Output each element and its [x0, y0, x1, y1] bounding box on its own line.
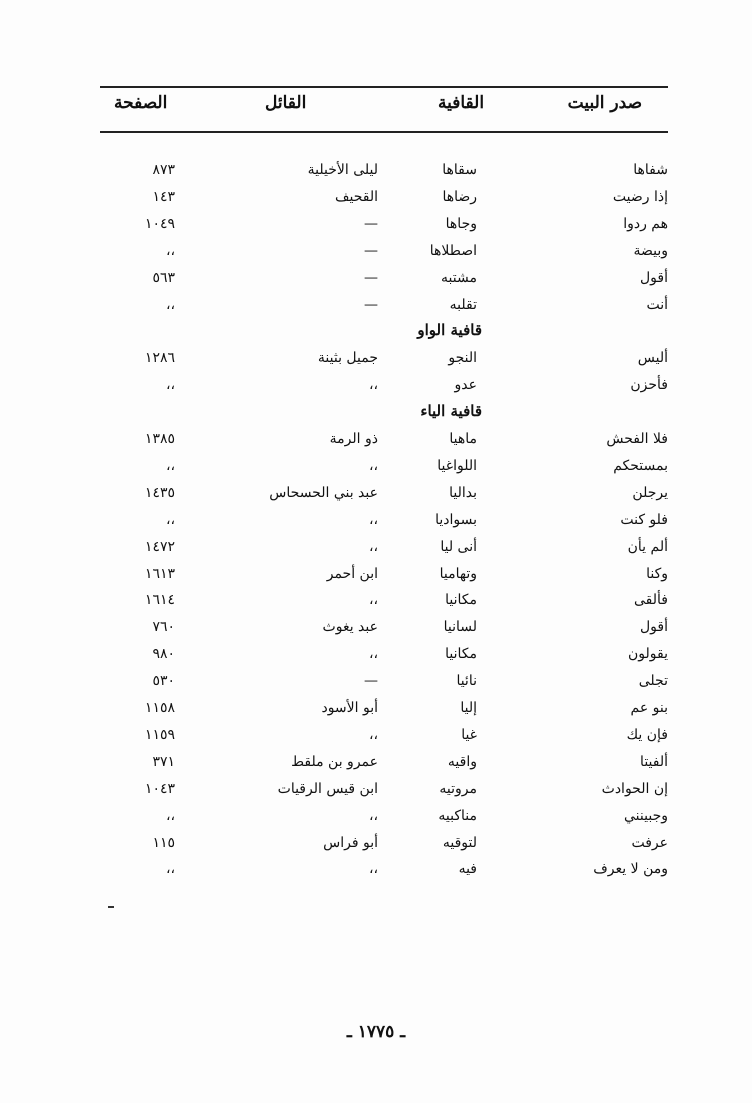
- table-row: [0, 297, 752, 321]
- cell-first-hemistich: إذا رضيت: [612, 189, 668, 205]
- table-row: [0, 754, 752, 778]
- cell-qail: —: [364, 216, 378, 232]
- table-row: [0, 243, 752, 267]
- table-row: [0, 377, 752, 401]
- cell-qail: ،،: [368, 727, 378, 743]
- cell-page: ١٦١٤: [144, 592, 175, 608]
- cell-first-hemistich: فأحزن: [630, 377, 668, 393]
- cell-qafiya: لسانيا: [443, 619, 477, 635]
- cell-qail: —: [364, 297, 378, 313]
- cell-page: ١٤٣٥: [144, 485, 175, 501]
- cell-qafiya: وتهاميا: [439, 566, 477, 582]
- cell-qail: ،،: [368, 512, 378, 528]
- cell-page: ٥٦٣: [152, 270, 175, 286]
- cell-qafiya: اصطلاها: [429, 243, 477, 259]
- cell-qail: القحيف: [335, 189, 378, 205]
- cell-qail: —: [364, 243, 378, 259]
- cell-qafiya: مناكبيه: [438, 808, 477, 824]
- cell-qafiya: وجاها: [445, 216, 477, 232]
- cell-page: ١١٥٩: [144, 727, 175, 743]
- cell-first-hemistich: بمستحكم: [613, 458, 668, 474]
- cell-qafiya: مكانيا: [445, 646, 477, 662]
- cell-page: ٣٧١: [152, 754, 175, 770]
- cell-qail: أبو فراس: [323, 835, 378, 851]
- cell-first-hemistich: ومن لا يعرف: [593, 861, 668, 877]
- table-row: [0, 700, 752, 724]
- cell-first-hemistich: وبيضة: [633, 243, 668, 259]
- cell-qafiya: مروتيه: [439, 781, 477, 797]
- cell-first-hemistich: تجلى: [638, 673, 668, 689]
- header-qail: القائل: [265, 93, 307, 113]
- cell-page: ،،: [165, 297, 175, 313]
- cell-page: ٨٧٣: [152, 162, 175, 178]
- cell-first-hemistich: هم ردوا: [623, 216, 668, 232]
- cell-page: ١٤٧٢: [144, 539, 175, 555]
- cell-qafiya: مكانيا: [445, 592, 477, 608]
- header-page: الصفحة: [114, 93, 168, 113]
- cell-first-hemistich: أليس: [637, 350, 668, 366]
- cell-page: ،،: [165, 512, 175, 528]
- table-row: [0, 673, 752, 697]
- section-heading: قافية الياء: [420, 402, 482, 420]
- cell-first-hemistich: إن الحوادث: [601, 781, 668, 797]
- cell-qafiya: النجو: [448, 350, 477, 366]
- cell-qafiya: واقيه: [447, 754, 477, 770]
- cell-qail: ،،: [368, 646, 378, 662]
- cell-first-hemistich: ألفيتا: [640, 754, 668, 770]
- cell-page: ٧٦٠: [152, 619, 175, 635]
- table-row: [0, 512, 752, 536]
- cell-first-hemistich: وكنا: [646, 566, 668, 582]
- table-row: [0, 566, 752, 590]
- table-row: [0, 431, 752, 455]
- cell-qail: ذو الرمة: [329, 431, 378, 447]
- cell-page: ،،: [165, 243, 175, 259]
- cell-page: ،،: [165, 861, 175, 877]
- cell-first-hemistich: فألقى: [634, 592, 668, 608]
- cell-qafiya: غيا: [461, 727, 477, 743]
- cell-qafiya: اللواغيا: [437, 458, 477, 474]
- table-row: [0, 781, 752, 805]
- cell-qafiya: بسواديا: [435, 512, 477, 528]
- cell-qafiya: سقاها: [442, 162, 477, 178]
- cell-qail: —: [364, 270, 378, 286]
- cell-page: ١٤٣: [152, 189, 175, 205]
- table-row: [0, 162, 752, 186]
- cell-qail: ابن أحمر: [326, 566, 378, 582]
- cell-page: ١١٥: [152, 835, 175, 851]
- cell-qail: ،،: [368, 539, 378, 555]
- cell-qail: عمرو بن ملقط: [291, 754, 378, 770]
- table-row: [0, 350, 752, 374]
- table-row: [0, 539, 752, 563]
- cell-first-hemistich: أقول: [640, 270, 668, 286]
- table-row: [0, 646, 752, 670]
- table-row: [0, 861, 752, 885]
- table-row: [0, 485, 752, 509]
- cell-qafiya: إليا: [460, 700, 477, 716]
- cell-page: ،،: [165, 377, 175, 393]
- table-row: [0, 592, 752, 616]
- table-row: [0, 189, 752, 213]
- cell-page: ١٦١٣: [144, 566, 175, 582]
- cell-qail: عبد يغوث: [322, 619, 378, 635]
- cell-first-hemistich: أنت: [646, 297, 668, 313]
- header-first-hemistich: صدر البيت: [567, 93, 642, 113]
- cell-qafiya: لتوقيه: [442, 835, 477, 851]
- table-row: [0, 808, 752, 832]
- cell-qail: ليلى الأخيلية: [307, 162, 378, 178]
- cell-first-hemistich: بنو عم: [630, 700, 668, 716]
- cell-qail: ،،: [368, 592, 378, 608]
- cell-qail: أبو الأسود: [321, 700, 378, 716]
- header-qafiya: القافية: [438, 93, 485, 113]
- cell-first-hemistich: وجبينني: [624, 808, 668, 824]
- cell-first-hemistich: فلو كنت: [620, 512, 668, 528]
- cell-first-hemistich: شفاها: [633, 162, 668, 178]
- cell-qail: ،،: [368, 458, 378, 474]
- cell-page: ١٢٨٦: [144, 350, 175, 366]
- cell-page: ٩٨٠: [152, 646, 175, 662]
- cell-qail: جميل بثينة: [317, 350, 378, 366]
- cell-qafiya: تقلبه: [449, 297, 477, 313]
- cell-first-hemistich: يرجلن: [632, 485, 668, 501]
- cell-first-hemistich: فلا الفحش: [606, 431, 668, 447]
- cell-qafiya: مشتبه: [441, 270, 477, 286]
- cell-page: ١٠٤٣: [144, 781, 175, 797]
- page-number: ـ ١٧٧٥ ـ: [346, 1022, 406, 1042]
- table-row: [0, 835, 752, 859]
- cell-first-hemistich: فإن يك: [626, 727, 668, 743]
- table-row: [0, 458, 752, 482]
- cell-qafiya: بداليا: [449, 485, 477, 501]
- cell-qafiya: عدو: [454, 377, 477, 393]
- cell-qail: ،،: [368, 861, 378, 877]
- cell-qail: عبد بني الحسحاس: [269, 485, 378, 501]
- cell-qail: —: [364, 673, 378, 689]
- cell-page: ،،: [165, 458, 175, 474]
- cell-qafiya: رضاها: [442, 189, 477, 205]
- margin-speck: [108, 906, 114, 908]
- cell-qafiya: أنى ليا: [440, 539, 477, 555]
- cell-page: ،،: [165, 808, 175, 824]
- cell-qail: ،،: [368, 377, 378, 393]
- cell-qafiya: نائيا: [456, 673, 477, 689]
- cell-qail: ابن قيس الرقيات: [277, 781, 378, 797]
- table-row: [0, 619, 752, 643]
- cell-first-hemistich: أقول: [640, 619, 668, 635]
- cell-page: ١٣٨٥: [144, 431, 175, 447]
- table-row: [0, 216, 752, 240]
- table-row: [0, 727, 752, 751]
- cell-first-hemistich: ألم يأن: [627, 539, 668, 555]
- cell-qafiya: فيه: [458, 861, 477, 877]
- cell-qail: ،،: [368, 808, 378, 824]
- cell-page: ٥٣٠: [152, 673, 175, 689]
- cell-page: ١١٥٨: [144, 700, 175, 716]
- section-heading: قافية الواو: [417, 321, 482, 339]
- cell-first-hemistich: يقولون: [628, 646, 668, 662]
- cell-first-hemistich: عرفت: [631, 835, 668, 851]
- cell-page: ١٠٤٩: [144, 216, 175, 232]
- cell-qafiya: ماهيا: [449, 431, 477, 447]
- table-row: [0, 270, 752, 294]
